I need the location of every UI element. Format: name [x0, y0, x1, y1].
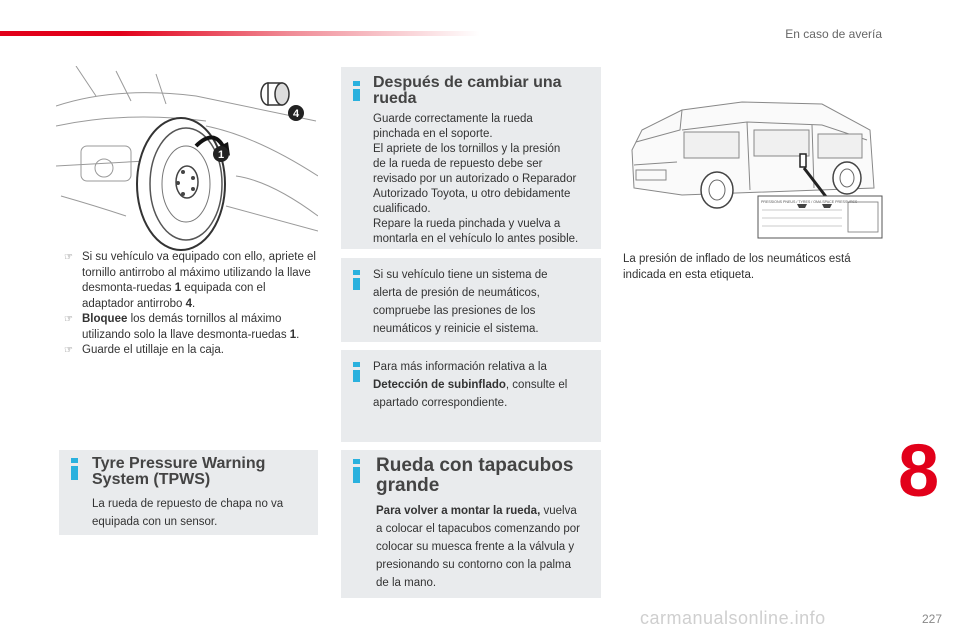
box-title: grande [376, 475, 440, 496]
watermark: carmanualsonline.info [640, 608, 826, 628]
list-item [64, 250, 320, 312]
info-box-after-change [341, 67, 601, 249]
body-line: de la mano. [376, 577, 437, 589]
body-line: La presión de inflado de los neumáticos está [623, 253, 851, 265]
body-line: La rueda de repuesto de chapa no va [92, 498, 284, 510]
label-location-marker [800, 154, 806, 167]
box-body [376, 502, 601, 592]
bullet-marker-icon: ☞ [64, 345, 73, 356]
body-text: . [191, 297, 196, 310]
box-title: Tyre Pressure Warning [92, 455, 266, 472]
bold-term: Bloquee [82, 313, 128, 325]
list-item [64, 343, 320, 359]
body-line: alerta de presión de neumáticos, [373, 287, 540, 299]
callout-label: 4 [292, 108, 300, 120]
label-header-text: PRESSIONS PNEUS / TYRES / OMA SPACE PRESSURES [761, 200, 858, 204]
bold-term: 4 [185, 297, 192, 310]
callout-label: 1 [217, 149, 225, 161]
box-title: Rueda con tapacubos [376, 455, 574, 476]
box-body [373, 266, 598, 338]
info-icon [353, 459, 360, 483]
body-line: de la rueda de repuesto debe ser [373, 158, 543, 170]
spare-wheel-illustration [56, 66, 318, 252]
body-line: Si su vehículo tiene un sistema de [373, 269, 548, 281]
body-line: pinchada en el soporte. [373, 128, 493, 140]
info-icon [353, 270, 360, 290]
body-text: equipada con el adaptador antirrobo [82, 282, 266, 310]
van-tyre-label-illustration [622, 70, 884, 242]
bullet-marker-icon: ☞ [64, 252, 73, 263]
bold-term: 1 [289, 328, 297, 341]
body-line: presionando su contorno con la palma [376, 559, 571, 571]
info-icon [71, 458, 78, 480]
body-line: revisado por un autorizado o Reparador [373, 173, 577, 185]
body-line: a colocar el tapacubos comenzando por [376, 523, 580, 535]
tyre-pressure-label [758, 196, 882, 238]
body-line: indicada en esta etiqueta. [623, 269, 755, 281]
box-body [373, 112, 601, 247]
body-text: Si su vehículo va equipado con ello, apriete el tornillo antirrobo al máximo utilizando la llave desmonta-ruedas [82, 251, 316, 294]
bold-term: 1 [174, 282, 182, 294]
body-line: Autorizado Toyota, u otro debidamente [373, 188, 571, 200]
body-line: Repare la rueda pinchada y vuelva a [373, 218, 561, 230]
list-item [64, 312, 320, 343]
chapter-number: 8 [898, 429, 940, 512]
label-caption [623, 251, 883, 283]
box-body [92, 495, 312, 531]
body-line [373, 376, 598, 394]
box-title: System (TPWS) [92, 471, 211, 488]
callout-badge-1 [213, 146, 229, 162]
info-icon [353, 81, 360, 101]
box-body [373, 358, 598, 412]
body-line: El apriete de los tornillos y la presión [373, 143, 561, 155]
body-text: vuelva [540, 505, 577, 517]
anti-theft-adapter [261, 83, 289, 105]
chapter-title: En caso de avería [785, 27, 882, 41]
header-accent-bar [0, 31, 480, 36]
body-text: , consulte el [505, 379, 568, 391]
body-line: equipada con un sensor. [92, 516, 218, 528]
page-number: 227 [921, 612, 942, 626]
body-line: colocar su muesca frente a la válvula y [376, 541, 575, 553]
info-icon [353, 362, 360, 382]
body-line: compruebe las presiones de los [373, 305, 536, 317]
body-line: montarla en el vehículo lo antes posible. [373, 233, 579, 245]
bold-term: Detección de subinflado [373, 379, 506, 391]
info-box-tpws [59, 450, 318, 535]
callout-badge-4 [288, 105, 304, 121]
info-box-pressure-system [341, 258, 601, 342]
info-box-more-info [341, 350, 601, 442]
body-line [376, 502, 601, 520]
instruction-list [64, 250, 320, 359]
body-line: neumáticos y reinicie el sistema. [373, 323, 539, 335]
bullet-marker-icon: ☞ [64, 314, 73, 325]
info-box-hubcap [341, 450, 601, 598]
body-text: Guarde el utillaje en la caja. [82, 344, 224, 356]
body-text: los demás tornillos al máximo utilizando solo la llave desmonta-ruedas [82, 313, 290, 341]
bold-term: Para volver a montar la rueda, [376, 505, 541, 517]
body-line: apartado correspondiente. [373, 397, 508, 409]
body-line: cualificado. [373, 203, 431, 215]
box-title: Después de cambiar una rueda [373, 74, 562, 107]
body-text: . [296, 328, 300, 341]
body-line: Guarde correctamente la rueda [373, 113, 533, 125]
body-line: Para más información relativa a la [373, 361, 547, 373]
